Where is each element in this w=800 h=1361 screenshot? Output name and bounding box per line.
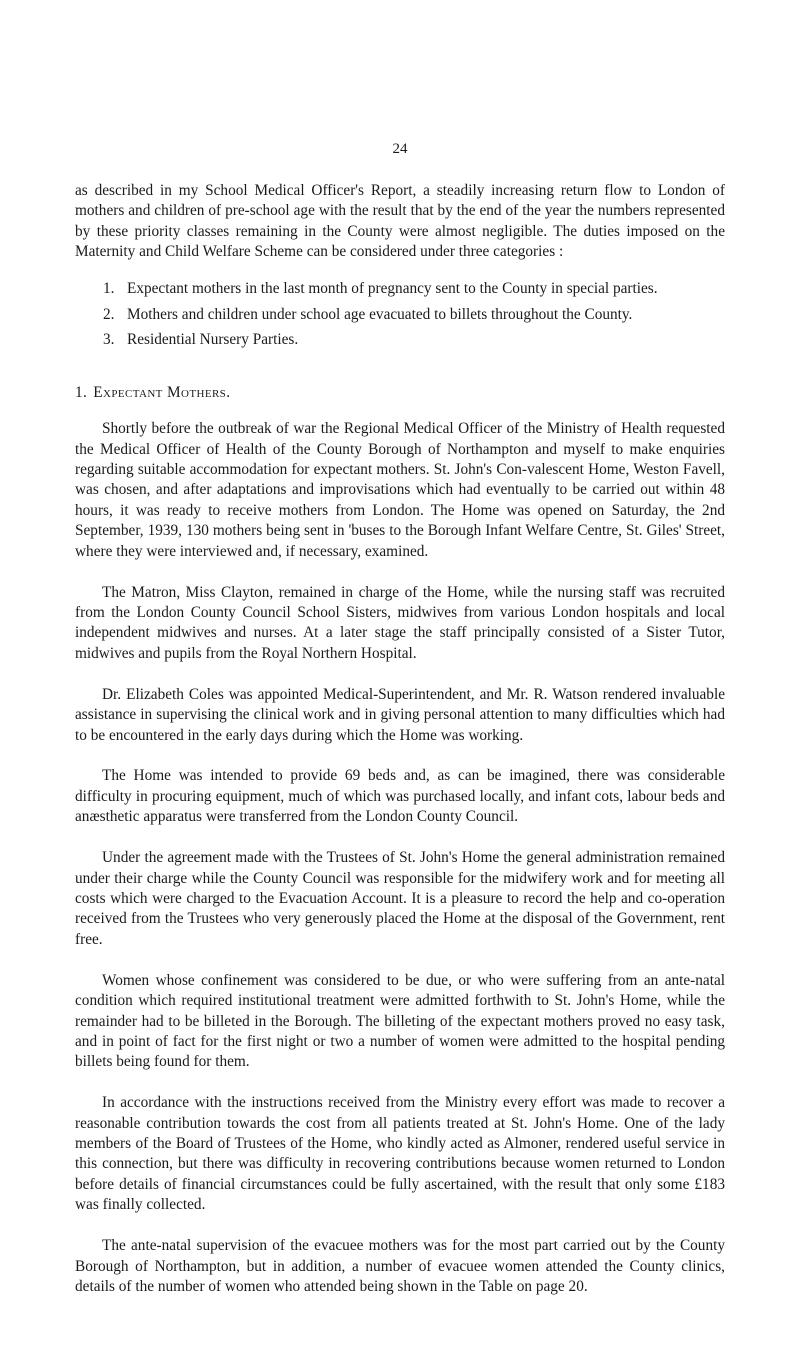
category-number: 3. [103, 331, 115, 349]
body-paragraph: Shortly before the outbreak of war the Regional Medical Officer of the Ministry of Health requested the Medical Officer of Health of the County Borough of Northampton and myself to make enquiries regarding suitable accommodation for expectant mothers. St. John's Con-valescent Home, Weston Favell, was chosen, and after adaptations and improvisations which had eventually to be carried out within 48 hours, it was ready to receive mothers from London. The Home was opened on Saturday, the 2nd September, 1939, 130 mothers being sent in 'buses to the Borough Infant Welfare Centre, St. Giles' Street, where they were interviewed and, if necessary, examined. [75, 420, 725, 560]
category-list [75, 279, 725, 351]
category-text: Expectant mothers in the last month of pregnancy sent to the County in special parties. [127, 279, 658, 297]
section-number: 1. [75, 383, 88, 401]
category-item [75, 279, 725, 299]
body-paragraph: Under the agreement made with the Trustees of St. John's Home the general administration remained under their charge while the County Council was responsible for the midwifery work and for meeting all costs which were charged to the Evacuation Account. It is a pleasure to record the help and co-operation received from the Trustees who very generously placed the Home at the disposal of the Government, rent free. [75, 849, 725, 948]
body-paragraph: The Home was intended to provide 69 beds and, as can be imagined, there was considerable difficulty in procuring equipment, much of which was purchased locally, and infant cots, labour beds and anæsthetic apparatus were transferred from the London County Council. [75, 767, 725, 826]
body-paragraph: Women whose confinement was considered to be due, or who were suffering from an ante-natal condition which required institutional treatment were admitted forthwith to St. John's Home, while the remainder had to be billeted in the Borough. The billeting of the expectant mothers proved no easy task, and in point of fact for the first night or two a number of women were admitted to the hospital pending billets being found for them. [75, 971, 725, 1071]
category-text: Mothers and children under school age evacuated to billets throughout the County. [127, 305, 633, 323]
category-number: 2. [103, 305, 115, 323]
body-paragraph: Dr. Elizabeth Coles was appointed Medical-Superintendent, and Mr. R. Watson rendered invaluable assistance in supervising the clinical work and in giving personal attention to many difficulties which had to be encountered in the early days during which the Home was working. [75, 685, 725, 744]
body-paragraph: The Matron, Miss Clayton, remained in charge of the Home, while the nursing staff was recruited from the London County Council School Sisters, midwives from various London hospitals and local independent midwives and nurses. At a later stage the staff principally consisted of a Sister Tutor, midwives and pupils from the Royal Northern Hospital. [75, 583, 725, 662]
document-page [75, 141, 725, 1318]
body-paragraph: The ante-natal supervision of the evacuee mothers was for the most part carried out by the County Borough of Northampton, but in addition, a number of evacuee women attended the County clinics, details of the number of women who attended being shown in the Table on page 20. [75, 1237, 725, 1295]
intro-paragraph: as described in my School Medical Officer's Report, a steadily increasing return flow to London of mothers and children of pre-school age with the result that by the end of the year the numbers represented by these priority classes remaining in the County were almost negligible. The duties imposed on the Maternity and Child Welfare Scheme can be considered under three categories : [75, 182, 725, 261]
category-text: Residential Nursery Parties. [127, 331, 299, 349]
category-item [75, 305, 725, 325]
section-title: Expectant Mothers. [93, 383, 231, 401]
page-number: 24 [392, 141, 408, 157]
body-paragraph: In accordance with the instructions received from the Ministry every effort was made to recover a reasonable contribution towards the cost from all patients treated at St. John's Home. One of the lady members of the Board of Trustees of the Home, who kindly acted as Almoner, rendered useful service in this connection, but there was difficulty in recovering contributions because women returned to London before details of financial circumstances could be fully ascertained, with the result that only some £183 was finally collected. [75, 1094, 725, 1214]
section-heading [75, 383, 725, 403]
category-number: 1. [103, 279, 115, 297]
category-item [75, 330, 725, 350]
